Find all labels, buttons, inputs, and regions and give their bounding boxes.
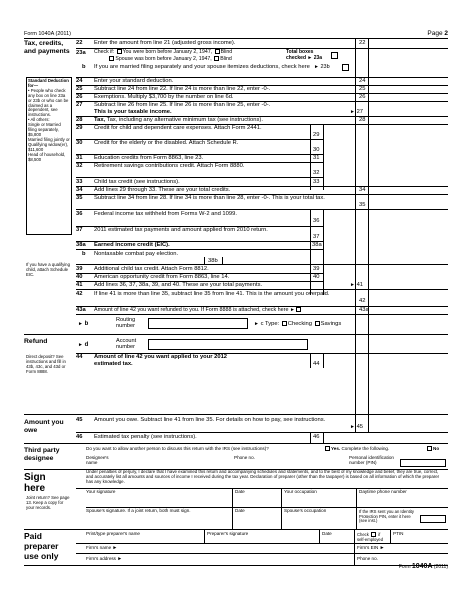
form-year-label: Form 1040A (2011) <box>24 31 71 37</box>
line-46-text: Estimated tax penalty (see instructions). <box>94 434 197 440</box>
line-40-num: 40 <box>76 274 83 280</box>
line-38a-box: 38a <box>312 242 322 248</box>
line-33-text: Child tax credit (see instructions). <box>94 179 180 185</box>
line-37-text: 2011 estimated tax payments and amount applied from 2010 return. <box>94 227 268 233</box>
preparer-name-label: Print/type preparer's name <box>86 531 140 536</box>
line-44-num: 44 <box>76 354 83 360</box>
line-22-num: 22 <box>76 40 83 46</box>
line-38b-box: 38b <box>208 258 218 264</box>
line-22-text: Enter the amount from line 21 (adjusted gross income). <box>94 40 236 46</box>
total-boxes-label: Total boxes checked ► 23a <box>286 49 323 61</box>
account-label: Account number <box>116 338 137 351</box>
line-40-text: American opportunity credit from Form 8863, line 14. <box>94 274 230 280</box>
section-tax-credits: Tax, credits, and payments <box>24 40 70 55</box>
section-third-party: Third party designee <box>24 447 60 462</box>
preparer-signature-label: Preparer's signature <box>207 531 249 536</box>
line-32-box: 32 <box>313 170 320 176</box>
daytime-phone-label: Daytime phone number <box>359 489 407 494</box>
line-22-box: 22 <box>359 40 366 46</box>
line-36-text: Federal income tax withheld from Forms W-2 and 1099. <box>94 211 237 217</box>
line-45-num: 45 <box>76 417 83 423</box>
line-46-num: 46 <box>76 434 83 440</box>
page-number: Page 2 <box>427 30 448 37</box>
firm-ein-label: Firm's EIN ► <box>357 545 385 551</box>
section-paid-preparer: Paid preparer use only <box>24 531 59 561</box>
line-43a-text: Amount of line 42 you want refunded to you. If Form 8888 is attached, check here ► <box>94 307 302 314</box>
line-27-num: 27 <box>76 102 83 108</box>
line-41-num: 41 <box>76 282 83 288</box>
line-39-text: Additional child tax credit. Attach Form 8812. <box>94 266 209 272</box>
line-33-num: 33 <box>76 179 83 185</box>
line-30-num: 30 <box>76 140 83 146</box>
line-29-num: 29 <box>76 125 83 131</box>
line-44-box: 44 <box>313 361 320 367</box>
line-31-num: 31 <box>76 155 83 161</box>
spouse-occupation-label: Spouse's occupation <box>284 508 327 513</box>
line-23b-checkbox[interactable] <box>342 64 349 71</box>
line-45-text: Amount you owe. Subtract line 41 from line 35. For details on how to pay, see instructions. <box>94 417 326 423</box>
eic-note: If you have a qualifying child, attach Schedule EIC. <box>26 262 70 277</box>
perjury-statement: Under penalties of perjury, I declare that I have examined this return and accompanying schedules and statements, and to the best of my knowledge and belief, they are true, correct, and accurately list all amounts and sources of income I received during the tax year. Declaration of preparer (other than the taxpayer) is based on all information of which the preparer has any knowledge. <box>86 469 440 484</box>
line-25-num: 25 <box>76 86 83 92</box>
spouse-born-checkbox[interactable] <box>109 56 114 61</box>
routing-arrow: ► b <box>78 321 89 327</box>
total-boxes-input[interactable] <box>331 52 338 59</box>
self-employed-label: Check if self-employed <box>357 532 384 542</box>
line-34-box: 34 <box>359 187 366 193</box>
line-23a-num: 23a <box>76 50 86 56</box>
you-born-checkbox[interactable] <box>117 49 122 54</box>
line-42-num: 42 <box>76 291 83 297</box>
designee-pin-label: Personal identification number (PIN) <box>349 455 394 465</box>
line-24-text: Enter your standard deduction. <box>94 78 174 84</box>
line-30-text: Credit for the elderly or the disabled. Attach Schedule R. <box>94 140 239 146</box>
line-27-box: ► 27 <box>350 109 364 115</box>
form-page <box>24 30 448 602</box>
spouse-blind-checkbox[interactable] <box>214 56 219 61</box>
line-38a-num: 38a <box>76 242 86 248</box>
line-42-box: 42 <box>359 298 366 304</box>
savings-checkbox[interactable] <box>315 321 320 326</box>
line-24-num: 24 <box>76 78 83 84</box>
spouse-date-label: Date <box>235 508 245 513</box>
section-refund: Refund <box>24 338 48 345</box>
line-39-num: 39 <box>76 266 83 272</box>
designee-pin-input[interactable] <box>400 459 446 467</box>
routing-label: Routing number <box>116 317 136 330</box>
line-27-text: Subtract line 26 from line 25. If line 26 is more than line 25, enter -0-. This is your taxable income. <box>94 102 271 115</box>
third-party-no: No <box>426 446 439 451</box>
account-type-row: ► c Type: Checking Savings <box>254 321 342 327</box>
line-26-text: Exemptions. Multiply $3,700 by the number on line 6d. <box>94 94 234 100</box>
line-41-text: Add lines 36, 37, 38a, 39, and 40. These are your total payments. <box>94 282 263 288</box>
line-34-text: Add lines 29 through 33. These are your total credits. <box>94 187 231 193</box>
your-date-label: Date <box>235 489 245 494</box>
line-26-box: 26 <box>359 94 366 100</box>
routing-number-input[interactable] <box>148 318 248 329</box>
section-amount-owe: Amount you owe <box>24 419 64 434</box>
joint-return-note: Joint return? See page 13. Keep a copy for your records. <box>26 495 70 510</box>
account-number-input[interactable] <box>148 339 308 350</box>
line-43a-num: 43a <box>76 307 86 313</box>
line-28-num: 28 <box>76 117 83 123</box>
line-44-text: Amount of line 42 you want applied to your 2012 estimated tax. <box>94 354 228 367</box>
account-arrow: ► d <box>78 342 89 348</box>
firm-phone-label: Phone no. <box>357 556 378 561</box>
self-employed-checkbox[interactable] <box>371 532 376 537</box>
standard-deduction-note: Standard Deduction for— • People who check any box on line 23a or 23b or who can be claimed as a dependent, see instructions. • All others: Single or Married filing separately, $5,800 Married filing jointly or Qualifying widow(er), $11,600 Head of household, $8,500 <box>26 77 72 235</box>
ip-pin-label: If the IRS sent you an Identity Protection PIN, enter it here (see inst.) <box>359 509 414 523</box>
section-sign-here: Sign here <box>24 472 46 494</box>
your-signature-label: Your signature <box>86 489 116 494</box>
designee-phone-label: Phone no. <box>234 455 255 460</box>
direct-deposit-note: Direct deposit? See instructions and fill in 43b, 43c, and 43d or Form 8888. <box>26 354 66 374</box>
line-23b-num: b <box>82 64 86 70</box>
firm-name-label: Firm's name ► <box>86 545 118 551</box>
line-38b-text: Nontaxable combat pay election. <box>94 251 179 257</box>
firm-address-label: Firm's address ► <box>86 556 123 562</box>
you-blind-checkbox[interactable] <box>215 49 220 54</box>
no-checkbox[interactable] <box>427 446 432 451</box>
spouse-signature-label: Spouse's signature. If a joint return, both must sign. <box>86 508 191 513</box>
line-38b-num: b <box>82 251 86 257</box>
page-header <box>24 30 448 39</box>
designee-name-label: Designee's name <box>86 455 109 465</box>
line-32-num: 32 <box>76 163 83 169</box>
line-25-text: Subtract line 24 from line 22. If line 24 is more than line 22, enter -0-. <box>94 86 271 92</box>
ip-pin-input[interactable] <box>420 515 446 523</box>
line-30-box: 30 <box>313 147 320 153</box>
line-23a-text: Check if: You were born before January 2, 1947, Blind Spouse was born before January 2, 1947, Blind <box>94 49 233 62</box>
line-25-box: 25 <box>359 86 366 92</box>
line-24-box: 24 <box>359 78 366 84</box>
line-23b-tag: ► 23b <box>314 64 330 70</box>
form-footer: Form 1040A (2011) <box>398 563 448 570</box>
your-occupation-label: Your occupation <box>284 489 317 494</box>
line-40-box: 40 <box>313 274 320 280</box>
line-36-num: 36 <box>76 211 83 217</box>
line-31-box: 31 <box>313 155 320 161</box>
line-39-box: 39 <box>313 266 320 272</box>
line-28-text: Tax, Tax, including any alternative minimum tax (see instructions). <box>94 117 263 123</box>
line-42-text: If line 41 is more than line 35, subtract line 35 from line 41. This is the amount you overpaid. <box>94 291 330 297</box>
line-35-box: 35 <box>359 202 366 208</box>
line-46-box: 46 <box>313 434 320 440</box>
line-23b-text: If you are married filing separately and your spouse itemizes deductions, check here <box>94 64 310 70</box>
line-41-box: ► 41 <box>350 282 364 288</box>
line-29-box: 29 <box>313 132 320 138</box>
form-8888-checkbox[interactable] <box>296 307 301 312</box>
line-34-num: 34 <box>76 187 83 193</box>
third-party-yes: Yes. Complete the following. <box>324 446 389 451</box>
line-28-box: 28 <box>359 117 366 123</box>
line-37-box: 37 <box>313 234 320 240</box>
line-26-num: 26 <box>76 94 83 100</box>
line-29-text: Credit for child and dependent care expenses. Attach Form 2441. <box>94 125 262 131</box>
preparer-date-label: Date <box>322 531 332 536</box>
line-32-text: Retirement savings contributions credit. Attach Form 8880. <box>94 163 245 169</box>
ptin-label: PTIN <box>393 531 404 536</box>
line-36-box: 36 <box>313 218 320 224</box>
line-33-box: 33 <box>313 179 320 185</box>
line-38a-text: Earned income credit (EIC). <box>94 242 170 248</box>
line-31-text: Education credits from Form 8863, line 23. <box>94 155 204 161</box>
yes-checkbox[interactable] <box>325 446 330 451</box>
line-35-text: Subtract line 34 from line 28. If line 34 is more than line 28, enter -0-. This is your total tax. <box>94 195 325 201</box>
checking-checkbox[interactable] <box>282 321 287 326</box>
line-45-box: ► 45 <box>350 424 364 430</box>
line-35-num: 35 <box>76 195 83 201</box>
line-43a-box: 43a <box>359 307 369 313</box>
line-37-num: 37 <box>76 227 83 233</box>
third-party-question: Do you want to allow another person to discuss this return with the IRS (see instructions)? <box>86 446 269 451</box>
